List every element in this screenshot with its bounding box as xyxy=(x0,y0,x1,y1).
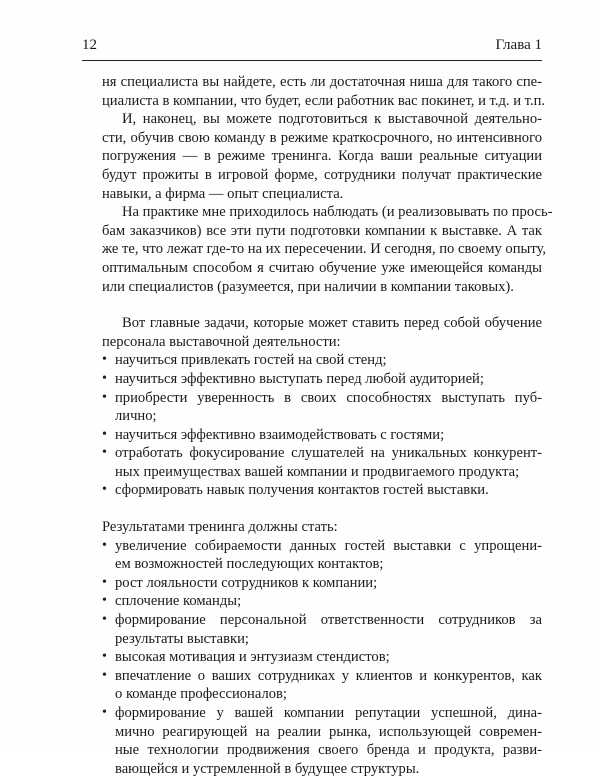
text-line: сти, обучив свою команду в режиме краткосрочного, но интенсивного xyxy=(102,129,542,146)
text-line: бам заказчиков) все эти пути подготовки компании к выставке. А так xyxy=(102,222,542,239)
text-line: лично; xyxy=(115,408,157,425)
bullet-icon: • xyxy=(102,705,107,720)
header-rule xyxy=(82,60,542,61)
list-item xyxy=(102,611,542,648)
tasks-list xyxy=(102,351,542,500)
list-item xyxy=(102,537,542,574)
bullet-icon: • xyxy=(102,649,107,665)
text-line: сформировать навык получения контактов гостей выставки. xyxy=(115,482,489,499)
text-line: ных преимуществах вашей компании и продвигаемого продукта; xyxy=(115,463,520,480)
list-item xyxy=(102,574,542,593)
text-line: И, наконец, вы можете подготовиться к выставочной деятельно- xyxy=(122,111,542,128)
text-line: впечатление о ваших сотрудниках у клиентов и конкурентов, как xyxy=(115,667,542,684)
text-line: отработать фокусирование слушателей на уникальных конкурент- xyxy=(115,445,542,462)
tasks-intro xyxy=(102,314,542,351)
list-item xyxy=(102,648,542,667)
paragraph-continuation xyxy=(102,73,546,110)
text-line: циалиста в компании, что будет, если работник вас покинет, и т.д. и т.п. xyxy=(102,92,546,109)
text-line: мично реагирующей на реалии рынка, использующей современ- xyxy=(115,723,542,740)
text-line: научиться эффективно взаимодействовать с гостями; xyxy=(115,426,445,443)
text-line: вающейся и устремленной в будущее структуры. xyxy=(115,760,420,777)
text-line: На практике мне приходилось наблюдать (и реализовывать по прось- xyxy=(122,204,553,221)
list-item xyxy=(102,704,542,778)
text-line: формирование у вашей компании репутации успешной, дина- xyxy=(115,705,542,721)
results-list xyxy=(102,537,542,778)
list-item xyxy=(102,370,542,389)
chapter-title: Глава 1 xyxy=(495,37,542,53)
list-item xyxy=(102,592,542,611)
text-line: будут прожиты в игровой форме, сотрудники получат практические xyxy=(102,166,542,183)
text-line: Результатами тренинга должны стать: xyxy=(102,519,338,536)
text-line: высокая мотивация и энтузиазм стендистов; xyxy=(115,649,390,666)
text-line: научиться привлекать гостей на свой стенд; xyxy=(115,352,387,369)
bullet-icon: • xyxy=(102,593,107,609)
section-gap xyxy=(102,296,542,314)
bullet-icon: • xyxy=(102,352,107,368)
list-item xyxy=(102,444,542,481)
bullet-icon: • xyxy=(102,389,107,405)
bullet-icon: • xyxy=(102,574,107,590)
bullet-icon: • xyxy=(102,482,107,498)
page-number: 12 xyxy=(82,37,97,53)
text-line: ня специалиста вы найдете, есть ли достаточная ниша для такого спе- xyxy=(102,74,542,90)
text-line: ем возможностей последующих контактов; xyxy=(115,556,384,573)
text-line: же те, что лежат где-то на их пересечении. И сегодня, по своему опыту, xyxy=(102,241,546,258)
text-line: персонала выставочной деятельности: xyxy=(102,333,341,350)
bullet-icon: • xyxy=(102,426,107,442)
text-line: рост лояльности сотрудников к компании; xyxy=(115,574,378,591)
running-head xyxy=(82,36,542,56)
list-item xyxy=(102,426,542,445)
text-line: Вот главные задачи, которые может ставить перед собой обучение xyxy=(122,315,542,332)
section-gap xyxy=(102,500,542,518)
text-line: о команде профессионалов; xyxy=(115,686,287,703)
bullet-icon: • xyxy=(102,537,107,553)
list-item xyxy=(102,389,542,426)
text-line: увеличение собираемости данных гостей выставки с упрощени- xyxy=(115,537,542,554)
text-line: навыки, а фирма — опыт специалиста. xyxy=(102,185,344,202)
bullet-icon: • xyxy=(102,370,107,386)
list-item xyxy=(102,481,542,500)
results-intro xyxy=(102,518,542,537)
bullet-icon: • xyxy=(102,612,107,628)
list-item xyxy=(102,667,542,704)
paragraph-training xyxy=(102,110,542,203)
text-line: формирование персональной ответственности сотрудников за xyxy=(115,612,542,629)
bullet-icon: • xyxy=(102,445,107,461)
text-line: результаты выставки; xyxy=(115,630,249,647)
text-line: ные технологии продвижения своего бренда и продукта, разви- xyxy=(115,742,542,759)
body-text xyxy=(102,73,553,778)
text-line: оптимальным способом я считаю обучение уже имеющейся команды xyxy=(102,259,542,276)
text-line: научиться эффективно выступать перед любой аудиторией; xyxy=(115,370,484,387)
paragraph-practice xyxy=(102,203,553,296)
text-line: приобрести уверенность в своих способностях выступать пуб- xyxy=(115,389,542,406)
text-line: сплочение команды; xyxy=(115,593,242,610)
text-line: погружения — в режиме тренинга. Когда ваши реальные ситуации xyxy=(102,148,542,165)
bullet-icon: • xyxy=(102,667,107,683)
list-item xyxy=(102,351,542,370)
text-line: или специалистов (разумеется, при наличии в компании таковых). xyxy=(102,278,514,295)
